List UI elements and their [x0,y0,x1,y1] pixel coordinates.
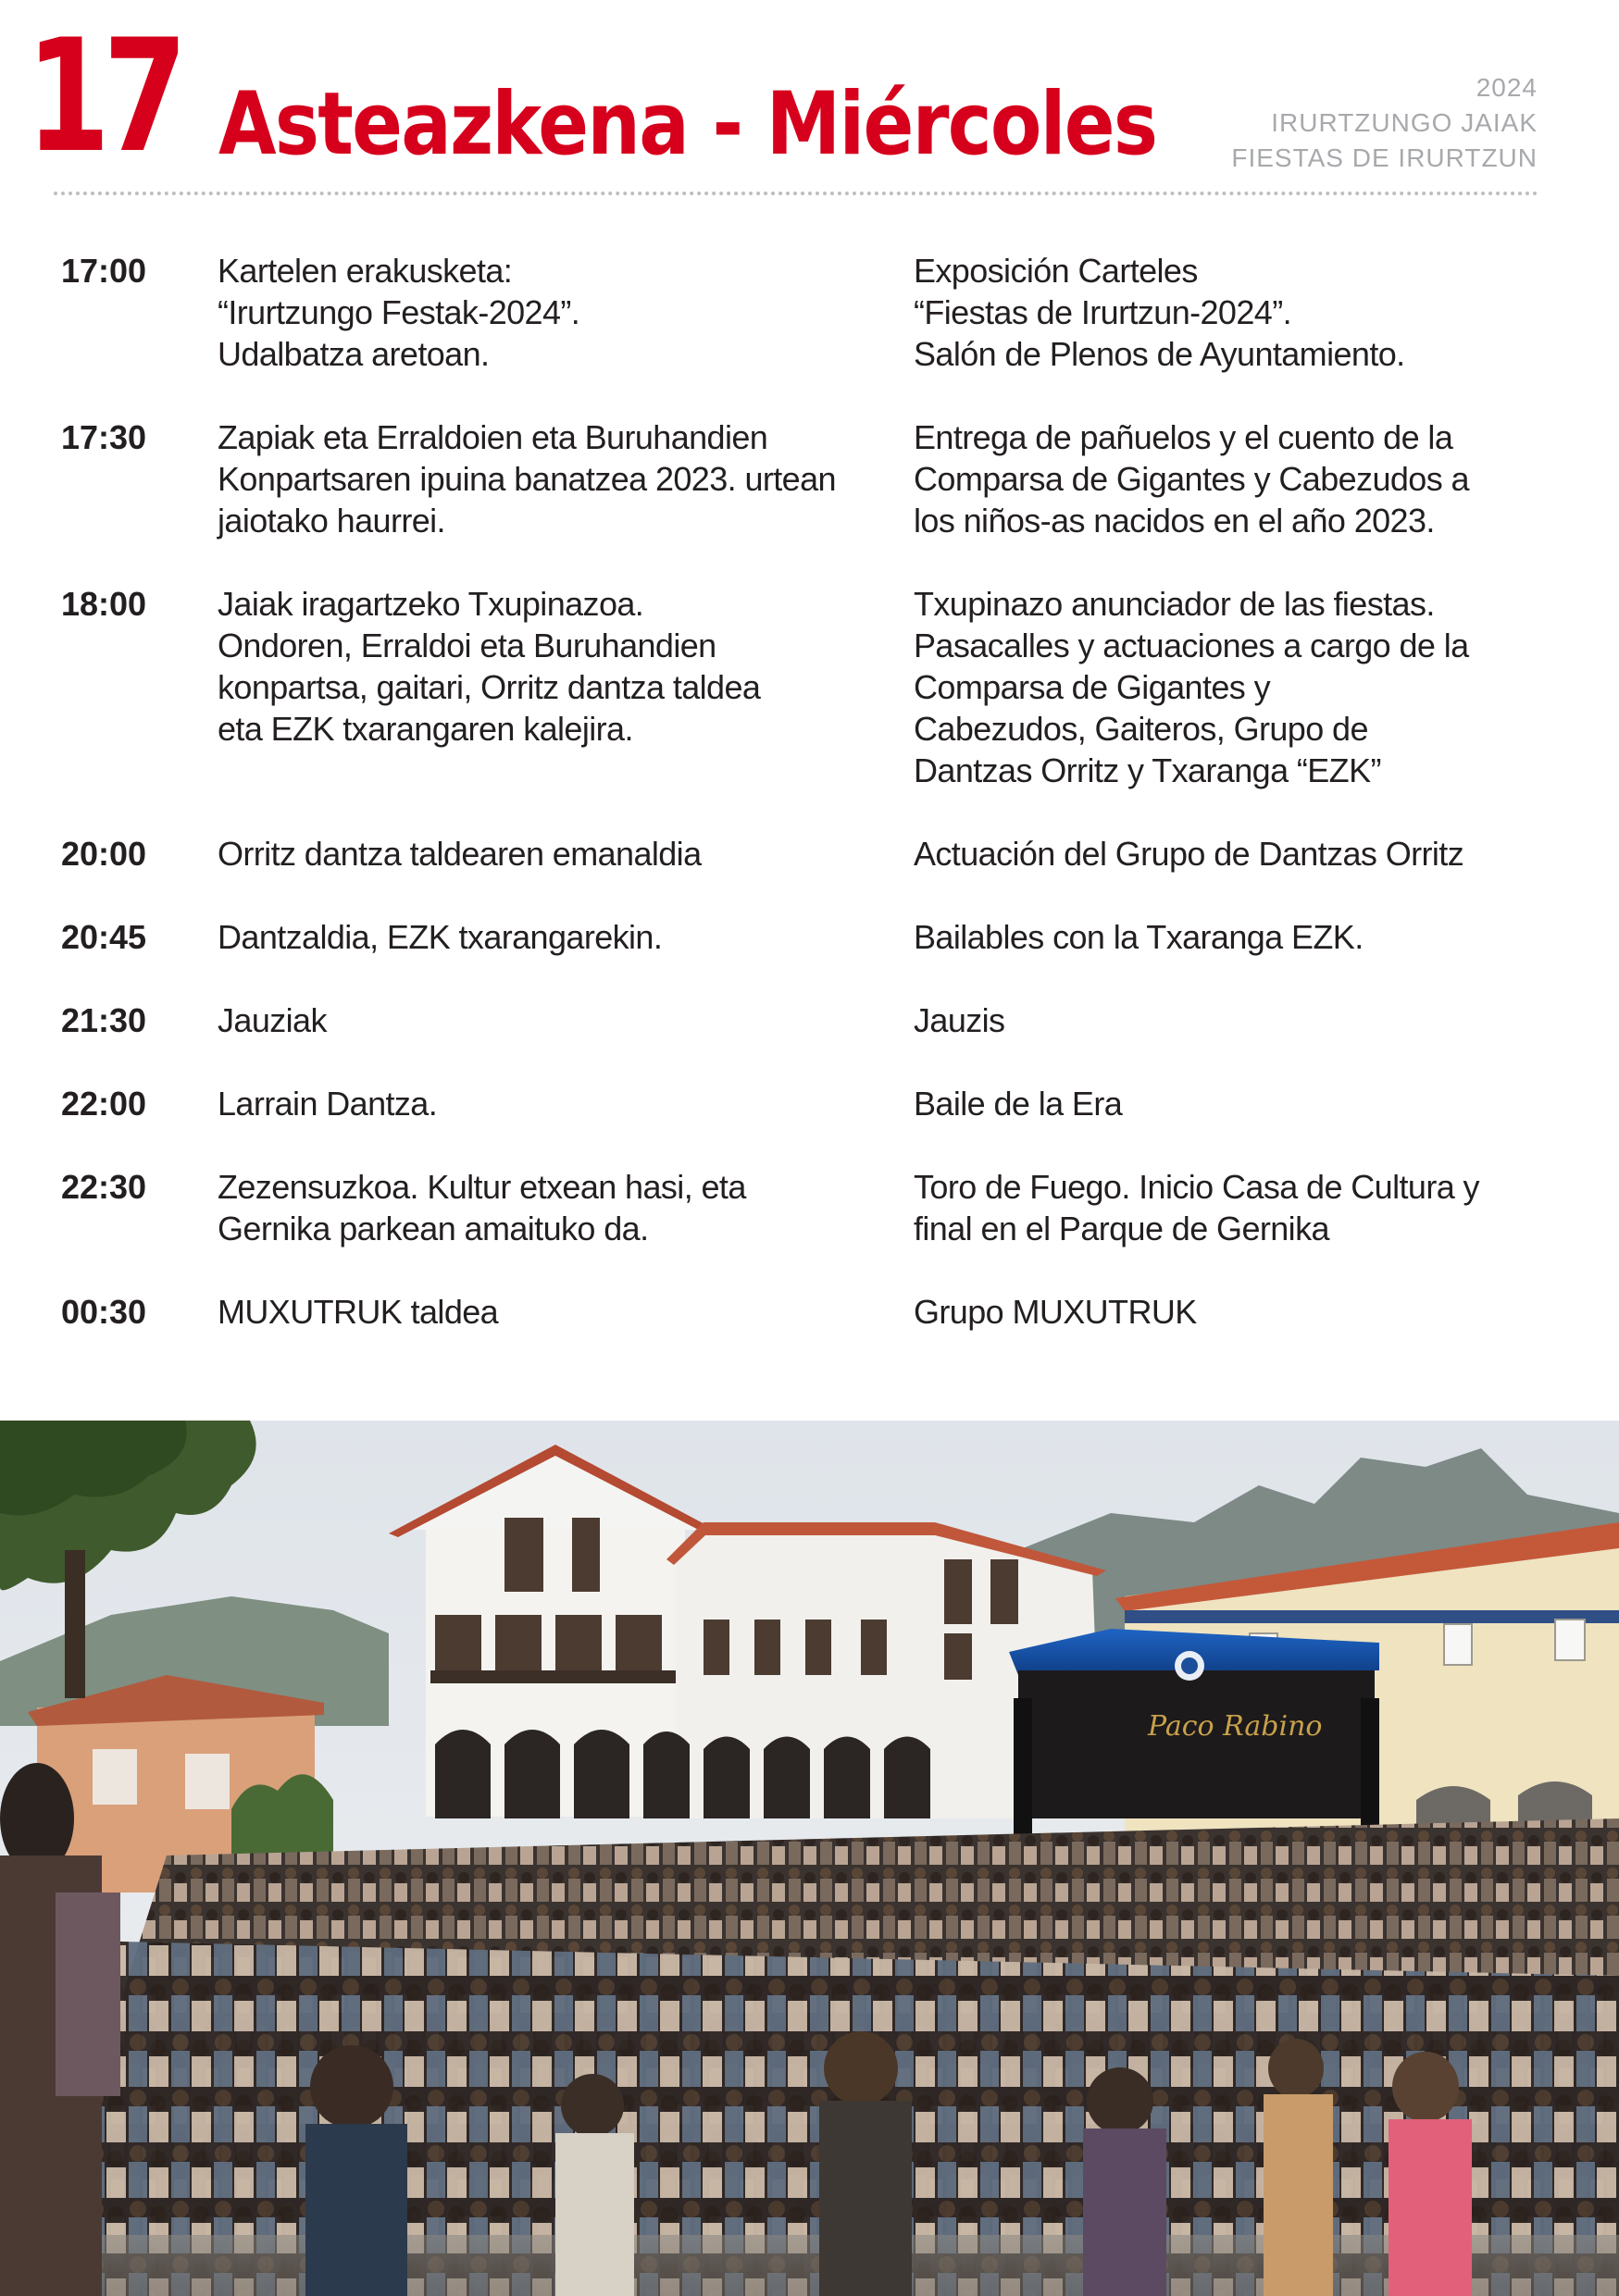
schedule-time: 22:30 [61,1168,147,1206]
description-line-es: Actuación del Grupo de Dantzas Orritz [914,835,1464,873]
schedule-time: 22:00 [61,1085,147,1123]
schedule-time: 21:30 [61,1001,147,1039]
description-line-eu: Orritz dantza taldearen emanaldia [218,835,702,873]
description-line-es: Salón de Plenos de Ayuntamiento. [914,335,1405,373]
description-line-eu: Udalbatza aretoan. [218,335,490,373]
description-line-es: los niños-as nacidos en el año 2023. [914,502,1435,540]
description-line-eu: Gernika parkean amaituko da. [218,1210,649,1247]
description-line-es: Entrega de pañuelos y el cuento de la [914,418,1453,456]
schedule-row [0,916,1619,958]
description-line-es: Pasacalles y actuaciones a cargo de la [914,627,1469,664]
header-divider [54,192,1538,195]
description-line-es: Grupo MUXUTRUK [914,1293,1197,1331]
schedule-description-es [914,833,1562,875]
description-line-es: Dantzas Orritz y Txaranga “EZK” [914,751,1381,789]
schedule-row [0,583,1619,791]
description-line-eu: Jaiak iragartzeko Txupinazoa. [218,585,644,623]
description-line-eu: Dantzaldia, EZK txarangarekin. [218,918,663,956]
schedule-time: 17:30 [61,418,147,456]
description-line-es: Jauzis [914,1001,1005,1039]
description-line-es: “Fiestas de Irurtzun-2024”. [914,293,1291,331]
edition-label [1231,70,1538,176]
description-line-eu: Konpartsaren ipuina banatzea 2023. urtean [218,460,836,498]
edition-year: 2024 [1476,73,1538,102]
schedule-description-es [914,250,1562,375]
description-line-es: Bailables con la Txaranga EZK. [914,918,1364,956]
schedule-description-es [914,999,1562,1041]
schedule-description-eu [218,999,884,1041]
schedule-description-eu [218,833,884,875]
schedule-description-es [914,916,1562,958]
schedule-description-eu [218,1291,884,1333]
description-line-eu: Zapiak eta Erraldoien eta Buruhandien [218,418,768,456]
photo-stage [1009,1629,1379,1837]
schedule-description-eu [218,1083,884,1124]
description-line-es: Baile de la Era [914,1085,1123,1123]
schedule-description-es [914,583,1562,791]
description-line-es: Toro de Fuego. Inicio Casa de Cultura y [914,1168,1479,1206]
description-line-es: Exposición Carteles [914,252,1198,290]
description-line-eu: eta EZK txarangaren kalejira. [218,710,633,748]
page-header [0,0,1619,199]
photo-crowd [0,1818,1619,2296]
schedule-time: 20:45 [61,918,147,956]
schedule-row [0,1291,1619,1333]
schedule-time: 00:30 [61,1293,147,1331]
schedule-row [0,1083,1619,1124]
description-line-es: Cabezudos, Gaiteros, Grupo de [914,710,1368,748]
description-line-eu: Jauziak [218,1001,327,1039]
description-line-eu: Kartelen erakusketa: [218,252,513,290]
schedule-row [0,250,1619,375]
day-number: 17 [26,6,181,187]
schedule-time: 17:00 [61,252,147,290]
schedule-description-eu [218,416,884,541]
description-line-eu: MUXUTRUK taldea [218,1293,499,1331]
schedule-description-es [914,1291,1562,1333]
description-line-es: final en el Parque de Gernika [914,1210,1329,1247]
edition-line-eu: IRURTZUNGO JAIAK [1271,108,1538,137]
description-line-es: Txupinazo anunciador de las fiestas. [914,585,1435,623]
schedule-description-eu [218,250,884,375]
schedule-row [0,1166,1619,1249]
description-line-eu: Larrain Dantza. [218,1085,438,1123]
stage-banner-text: Paco Rabino [1148,1710,1323,1743]
edition-line-es: FIESTAS DE IRURTZUN [1231,143,1538,172]
description-line-eu: konpartsa, gaitari, Orritz dantza taldea [218,668,761,706]
day-title: Asteazkena - Miércoles [218,74,1157,175]
description-line-es: Comparsa de Gigantes y Cabezudos a [914,460,1469,498]
description-line-eu: Zezensuzkoa. Kultur etxean hasi, eta [218,1168,746,1206]
schedule-row [0,999,1619,1041]
schedule-description-eu [218,583,884,750]
schedule-time: 18:00 [61,585,147,623]
schedule-row [0,833,1619,875]
schedule-description-es [914,416,1562,541]
schedule-time: 20:00 [61,835,147,873]
description-line-eu: jaiotako haurrei. [218,502,445,540]
description-line-eu: Ondoren, Erraldoi eta Buruhandien [218,627,716,664]
schedule-description-es [914,1083,1562,1124]
schedule-description-es [914,1166,1562,1249]
schedule-row [0,416,1619,541]
description-line-eu: “Irurtzungo Festak-2024”. [218,293,580,331]
description-line-es: Comparsa de Gigantes y [914,668,1270,706]
schedule-description-eu [218,1166,884,1249]
festival-photo [0,1421,1619,2296]
schedule-description-eu [218,916,884,958]
